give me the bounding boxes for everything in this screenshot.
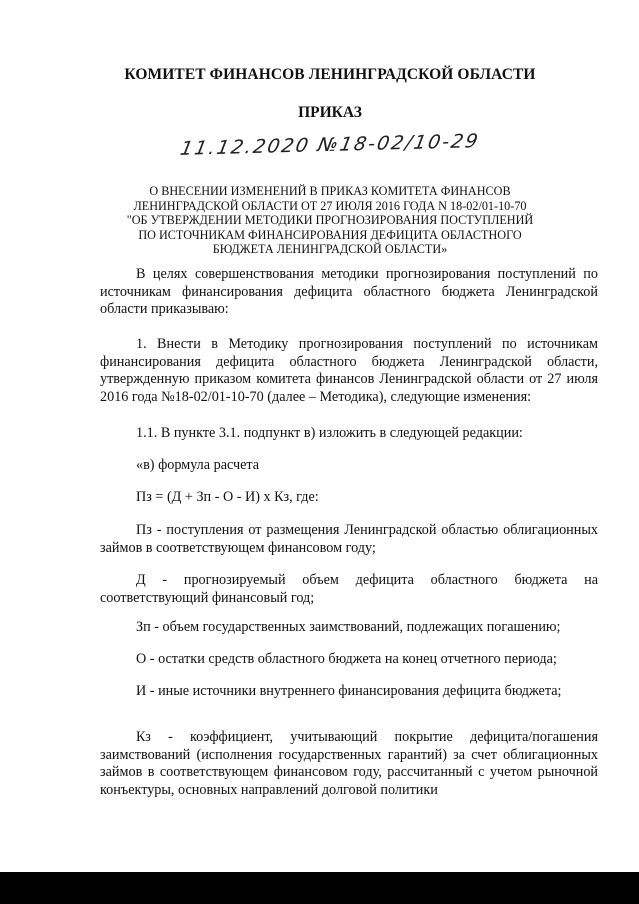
committee-title: КОМИТЕТ ФИНАНСОВ ЛЕНИНГРАДСКОЙ ОБЛАСТИ <box>124 66 536 83</box>
order-title-line: О ВНЕСЕНИИ ИЗМЕНЕНИЙ В ПРИКАЗ КОМИТЕТА ФИНАНСОВ <box>149 184 511 198</box>
order-title-line: БЮДЖЕТА ЛЕНИНГРАДСКОЙ ОБЛАСТИ» <box>212 242 448 257</box>
order-title-line: ЛЕНИНГРАДСКОЙ ОБЛАСТИ ОТ 27 ИЮЛЯ 2016 ГОДА N 18-02/01-10-70 <box>133 198 527 213</box>
definition-d: Д - прогнозируемый объем дефицита областного бюджета на соответствующий финансовый год; <box>100 572 598 606</box>
order-title-line: "ОБ УТВЕРЖДЕНИИ МЕТОДИКИ ПРОГНОЗИРОВАНИЯ ПОСТУПЛЕНИЙ <box>126 213 534 228</box>
item-1-paragraph: 1. Внести в Методику прогнозирования поступлений по источникам финансирования дефицита областного бюджета Ленинградской области, утвержденную приказом комитета финансов Ленинградской области от 27 июля 2016 года №18-02/01-10-70 (далее – Методика), следующие изменения: <box>100 336 598 405</box>
order-title-line: ПО ИСТОЧНИКАМ ФИНАНСИРОВАНИЯ ДЕФИЦИТА ОБЛАСТНОГО <box>138 227 522 242</box>
formula: Пз = (Д + Зп - О - И) х Кз, где: <box>136 489 319 505</box>
item-1-1-paragraph: 1.1. В пункте 3.1. подпункт в) изложить в следующей редакции: <box>136 425 523 441</box>
definition-zp: Зп - объем государственных заимствований, подлежащих погашению; <box>136 619 561 635</box>
scan-bottom-border <box>0 872 639 904</box>
order-title <box>60 184 600 257</box>
definition-i: И - иные источники внутреннего финансирования дефицита бюджета; <box>136 683 562 699</box>
preamble-paragraph: В целях совершенствования методики прогнозирования поступлений по источникам финансирования дефицита областного бюджета Ленинградской области приказываю: <box>100 266 598 318</box>
definition-o: О - остатки средств областного бюджета на конец отчетного периода; <box>136 651 557 667</box>
document-type: ПРИКАЗ <box>298 104 362 121</box>
definition-kz: Кз - коэффициент, учитывающий покрытие дефицита/погашения заимствований (исполнения государственных гарантий) за счет облигационных займов в соответствующем финансовом году, рассчитанный с учетом рыночной конъектуры, основных направлений долговой политики <box>100 729 598 798</box>
definition-pz: Пз - поступления от размещения Ленинградской областью облигационных займов в соответствующем финансовом году; <box>100 522 598 556</box>
formula-intro: «в) формула расчета <box>136 457 260 473</box>
handwritten-date-number: 11.12.2020 №18-02/10-29 <box>178 130 482 160</box>
